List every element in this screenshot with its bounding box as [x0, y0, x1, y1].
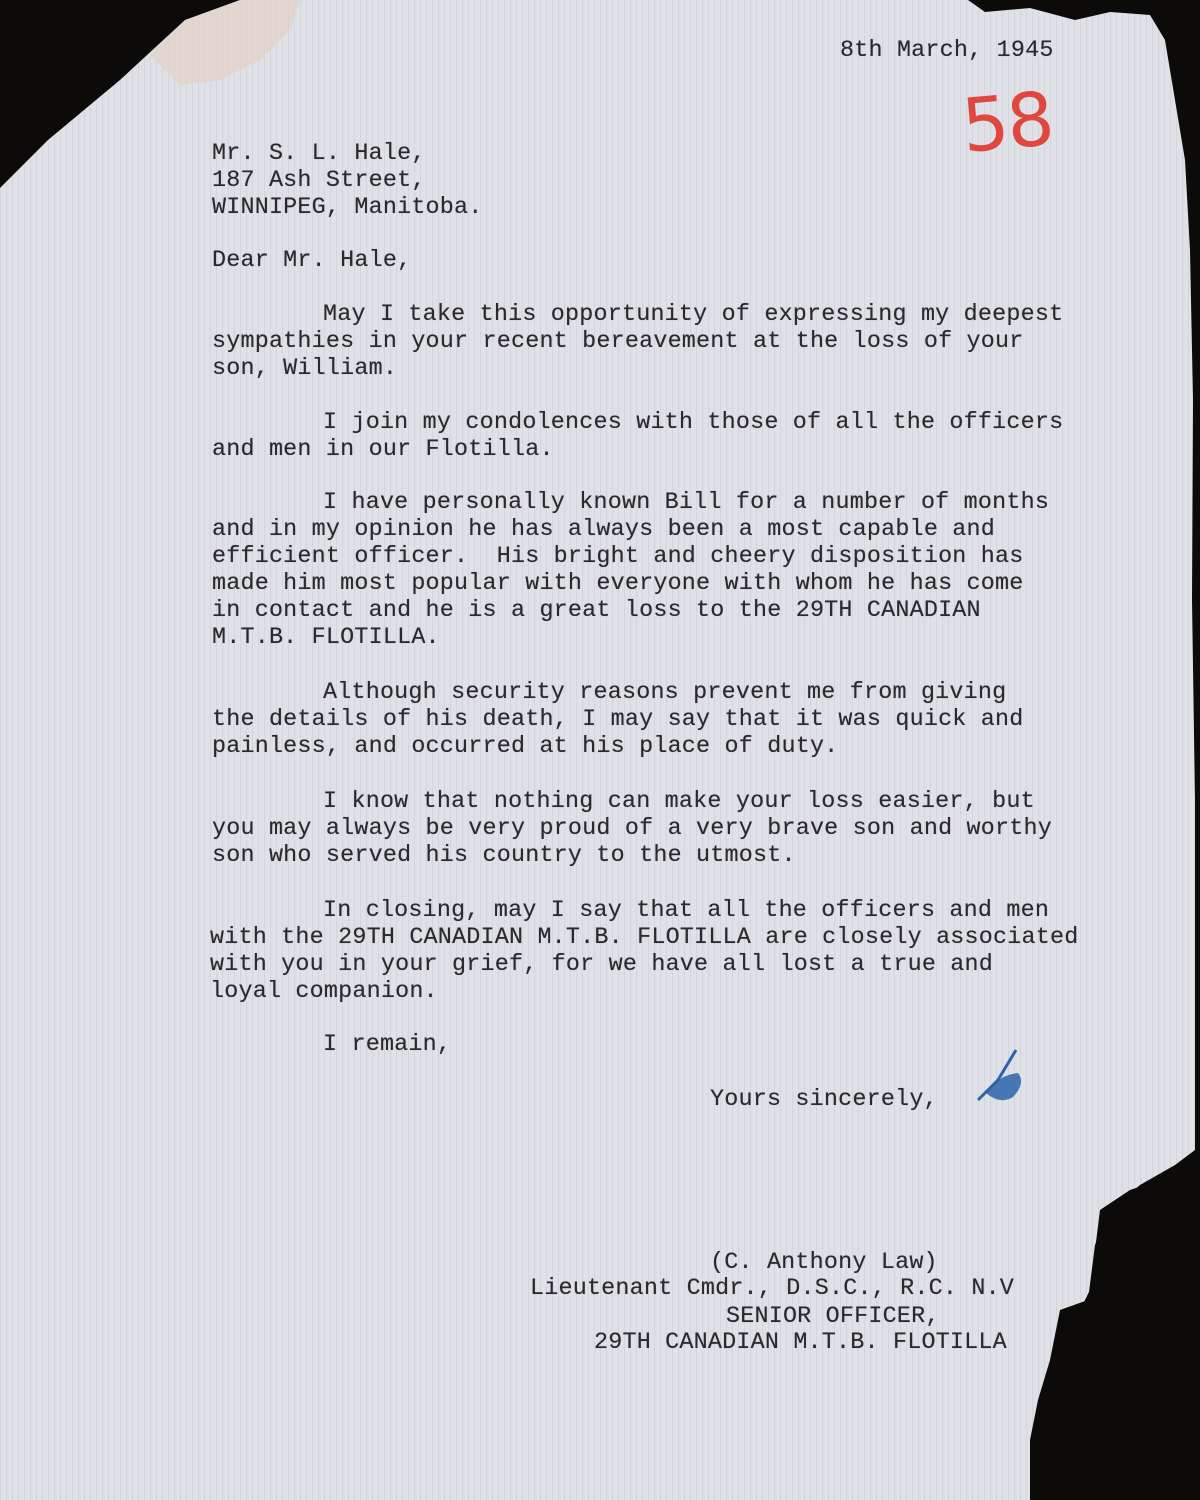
- paragraph-5-line-3: son who served his country to the utmost.: [212, 843, 796, 869]
- paragraph-3-line-5: in contact and he is a great loss to the 29TH CANADIAN: [212, 598, 981, 624]
- signer-title: SENIOR OFFICER,: [726, 1304, 940, 1330]
- paragraph-1-line-1: May I take this opportunity of expressing my deepest: [323, 302, 1064, 328]
- salutation: Dear Mr. Hale,: [212, 248, 412, 274]
- letter-date: 8th March, 1945: [840, 38, 1054, 64]
- signer-name: (C. Anthony Law): [710, 1250, 938, 1276]
- paragraph-6-line-2: with the 29TH CANADIAN M.T.B. FLOTILLA are closely associated: [210, 925, 1079, 951]
- paragraph-3-line-4: made him most popular with everyone with whom he has come: [212, 571, 1024, 597]
- page-number-mark: 58: [958, 76, 1056, 170]
- paragraph-4-line-2: the details of his death, I may say that it was quick and: [212, 707, 1024, 733]
- paragraph-1-line-2: sympathies in your recent bereavement at the loss of your: [212, 329, 1024, 355]
- paragraph-6-line-4: loyal companion.: [210, 979, 438, 1005]
- closing-line: Yours sincerely,: [710, 1087, 938, 1113]
- signer-rank: Lieutenant Cmdr., D.S.C., R.C. N.V: [530, 1276, 1015, 1302]
- paragraph-3-line-1: I have personally known Bill for a number of months: [323, 490, 1050, 516]
- paragraph-5-line-1: I know that nothing can make your loss easier, but: [323, 789, 1035, 815]
- remain-line: I remain,: [323, 1032, 452, 1058]
- paragraph-3-line-2: and in my opinion he has always been a most capable and: [212, 517, 996, 543]
- paragraph-5-line-2: you may always be very proud of a very brave son and worthy: [212, 816, 1052, 842]
- address-line-2: 187 Ash Street,: [212, 168, 426, 194]
- signer-unit: 29TH CANADIAN M.T.B. FLOTILLA: [594, 1330, 1007, 1356]
- paragraph-3-line-3: efficient officer. His bright and cheery disposition has: [212, 544, 1024, 570]
- signature-ink-mark: [968, 1045, 1028, 1115]
- paragraph-4-line-1: Although security reasons prevent me from giving: [323, 680, 1007, 706]
- paragraph-2-line-2: and men in our Flotilla.: [212, 437, 554, 463]
- paragraph-1-line-3: son, William.: [212, 356, 398, 382]
- paragraph-3-line-6: M.T.B. FLOTILLA.: [212, 625, 440, 651]
- paragraph-4-line-3: painless, and occurred at his place of duty.: [212, 734, 839, 760]
- address-line-1: Mr. S. L. Hale,: [212, 141, 426, 167]
- paragraph-6-line-1: In closing, may I say that all the officers and men: [323, 898, 1050, 924]
- paragraph-2-line-1: I join my condolences with those of all the officers: [323, 410, 1064, 436]
- address-line-3: WINNIPEG, Manitoba.: [212, 195, 483, 221]
- paragraph-6-line-3: with you in your grief, for we have all lost a true and: [210, 952, 994, 978]
